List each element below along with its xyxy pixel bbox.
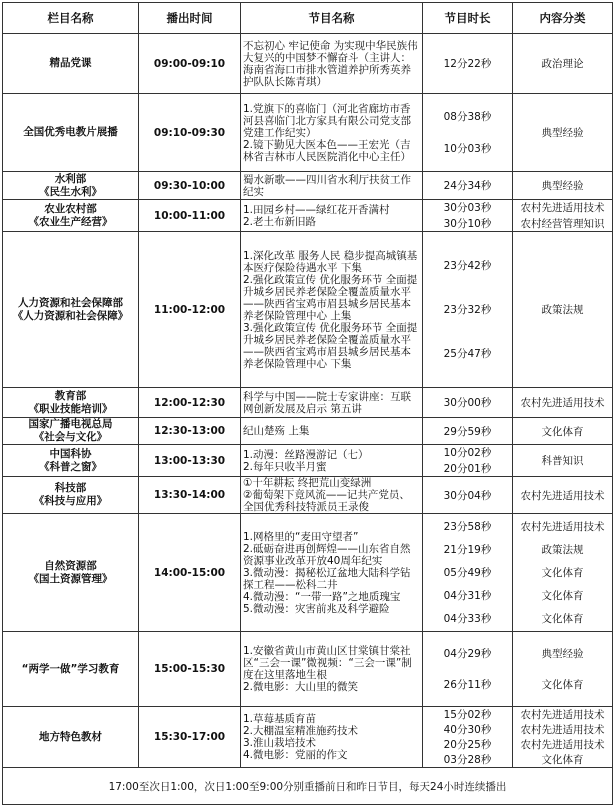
column-name-line: 自然资源部 <box>44 559 97 572</box>
program-name-cell <box>241 34 423 94</box>
program-name-cell <box>241 200 423 232</box>
duration-value: 30分03秒 <box>443 202 492 214</box>
air-time-cell: 14:00-15:00 <box>139 514 241 632</box>
category-cell <box>513 477 613 514</box>
header-air-time: 播出时间 <box>139 3 241 34</box>
program-name-cell <box>241 445 423 477</box>
column-name-cell <box>3 632 139 707</box>
program-name-cell <box>241 94 423 172</box>
column-name-line: 农业农村部 <box>44 202 97 215</box>
category-value: 文化体育 <box>541 425 584 438</box>
air-time-cell: 13:00-13:30 <box>139 445 241 477</box>
table-row <box>3 514 613 632</box>
column-name-line: 水利部 <box>54 172 87 185</box>
duration-value: 23分42秒 <box>443 260 492 272</box>
duration-value: 04分31秒 <box>443 590 492 602</box>
program-title: 不忘初心 牢记使命 为实现中华民族伟大复兴的中国梦不懈奋斗（主讲人：海南省海口市排水管道养护所秀英养护队队长陈青琪） <box>243 39 418 88</box>
column-name-cell <box>3 388 139 418</box>
duration-value: 23分58秒 <box>443 521 492 533</box>
duration-cell <box>423 707 513 768</box>
air-time-cell: 11:00-12:00 <box>139 232 241 388</box>
category-cell <box>513 200 613 232</box>
category-value: 科普知识 <box>541 455 584 467</box>
category-cell <box>513 707 613 768</box>
table-row <box>3 632 613 707</box>
category-cell <box>513 94 613 172</box>
category-value: 农村先进适用技术 <box>520 489 605 502</box>
category-value: 文化体育 <box>541 679 584 691</box>
program-name-cell <box>241 514 423 632</box>
category-value: 农村先进适用技术 <box>520 521 605 533</box>
program-title: 1.党旗下的喜临门（河北省廊坊市香河县喜临门北方家具有限公司党支部党建工作纪实） <box>243 102 411 139</box>
category-value: 文化体育 <box>541 567 584 579</box>
air-time-cell: 09:10-09:30 <box>139 94 241 172</box>
duration-value: 30分00秒 <box>443 397 492 409</box>
duration-value: 26分11秒 <box>443 679 492 691</box>
duration-value: 21分19秒 <box>443 544 492 556</box>
air-time-cell: 12:00-12:30 <box>139 388 241 418</box>
program-name-cell <box>241 477 423 514</box>
category-value: 政治理论 <box>541 58 584 70</box>
table-row <box>3 477 613 514</box>
duration-value: 24分34秒 <box>443 180 492 192</box>
duration-cell <box>423 477 513 514</box>
duration-cell <box>423 388 513 418</box>
table-row <box>3 172 613 200</box>
air-time-cell: 09:30-10:00 <box>139 172 241 200</box>
column-name-cell <box>3 707 139 768</box>
program-title: 2.大棚温室精准施药技术 <box>243 725 359 737</box>
program-title: 科学与中国——院士专家讲座：互联网创新发展及启示 第五讲 <box>243 390 411 415</box>
program-title: 1.草莓基质育苗 <box>243 713 317 725</box>
air-time-cell: 09:00-09:10 <box>139 34 241 94</box>
category-value: 农村先进适用技术 <box>520 739 605 751</box>
column-name-line: 科技部 <box>54 482 87 494</box>
table-row <box>3 445 613 477</box>
column-name-line: 《科技与应用》 <box>33 495 108 507</box>
program-name-cell <box>241 232 423 388</box>
duration-cell <box>423 94 513 172</box>
program-title: 3.淮山栽培技术 <box>243 737 317 749</box>
program-title: 3.微动漫：揭秘松辽盆地大陆科学钻探工程——松科二井 <box>243 566 411 591</box>
header-column-name: 栏目名称 <box>3 3 139 34</box>
column-name-cell <box>3 172 139 200</box>
table-row <box>3 418 613 445</box>
category-cell <box>513 172 613 200</box>
program-name-cell <box>241 418 423 445</box>
category-value: 典型经验 <box>541 127 584 139</box>
category-value: 典型经验 <box>541 648 584 660</box>
duration-cell <box>423 200 513 232</box>
program-title: ②葡萄架下竟风流——记共产党员、全国优秀科技特派员王录俊 <box>243 489 410 513</box>
table-row <box>3 200 613 232</box>
header-row <box>3 3 613 34</box>
program-name-cell <box>241 388 423 418</box>
duration-value: 20分01秒 <box>443 463 492 475</box>
duration-cell <box>423 172 513 200</box>
air-time-cell: 15:00-15:30 <box>139 632 241 707</box>
duration-value: 25分47秒 <box>443 348 492 360</box>
column-name-line: 人力资源和社会保障部 <box>18 296 123 309</box>
column-name-line: 《社会与文化》 <box>33 431 108 443</box>
category-cell <box>513 388 613 418</box>
duration-value: 20分25秒 <box>443 739 492 751</box>
table-row <box>3 94 613 172</box>
program-name-cell <box>241 632 423 707</box>
duration-value: 29分59秒 <box>443 425 492 438</box>
duration-value: 10分03秒 <box>443 143 492 155</box>
duration-cell <box>423 232 513 388</box>
header-program-name: 节目名称 <box>241 3 423 34</box>
column-name-cell <box>3 232 139 388</box>
column-name-line: 《民生水利》 <box>39 185 102 198</box>
column-name-line: 《农业生产经营》 <box>28 215 113 228</box>
footer-row <box>3 768 613 805</box>
category-value: 农村先进适用技术 <box>520 397 605 409</box>
table-row <box>3 388 613 418</box>
program-title: 2.微电影：大山里的微笑 <box>243 681 359 693</box>
program-schedule-table <box>2 2 613 805</box>
schedule-footer-note: 17:00至次日1:00，次日1:00至9:00分别重播前日和昨日节目，每天24小时连续播出 <box>3 768 613 805</box>
column-name-line: 国家广播电视总局 <box>28 418 113 430</box>
category-value: 文化体育 <box>541 590 584 602</box>
category-value: 农村经营管理知识 <box>520 218 605 230</box>
column-name-line: 《职业技能培训》 <box>28 402 113 415</box>
program-title: 1.网格里的“麦田守望者” <box>243 530 359 543</box>
category-cell <box>513 34 613 94</box>
program-title: 2.强化政策宣传 优化服务环节 全面提升城乡居民养老保险全覆盖质量水平——陕西省宝鸡市眉县城乡居民基本养老保险管理中心 上集 <box>243 273 418 322</box>
column-name-cell <box>3 34 139 94</box>
air-time-cell: 13:30-14:00 <box>139 477 241 514</box>
program-title: 1.安徽省黄山市黄山区甘棠镇甘棠社区“三会一课”微视频：“三会一课”制度在这里落地生根 <box>243 645 412 681</box>
program-title: 2.砥砺奋进再创辉煌——山东省自然资源事业改革开放40周年纪实 <box>243 542 411 567</box>
column-name-line: 教育部 <box>54 389 87 402</box>
air-time-cell: 10:00-11:00 <box>139 200 241 232</box>
column-name-line: “两学一做”学习教育 <box>21 662 120 675</box>
column-name-line: 《人力资源和社会保障》 <box>12 309 129 322</box>
duration-cell <box>423 445 513 477</box>
category-value: 典型经验 <box>541 180 584 192</box>
duration-value: 08分38秒 <box>443 111 492 123</box>
header-duration: 节目时长 <box>423 3 513 34</box>
duration-value: 23分32秒 <box>443 304 492 316</box>
column-name-line: 地方特色教材 <box>39 730 102 743</box>
category-value: 文化体育 <box>541 613 584 625</box>
duration-cell <box>423 514 513 632</box>
column-name-line: 中国科协 <box>49 447 92 460</box>
column-name-line: 精品党课 <box>49 57 92 69</box>
program-title: 1.深化改革 服务人民 稳步提高城镇基本医疗保险待遇水平 下集 <box>243 249 418 274</box>
column-name-cell <box>3 514 139 632</box>
program-name-cell <box>241 172 423 200</box>
duration-value: 03分28秒 <box>443 754 492 766</box>
air-time-cell: 15:30-17:00 <box>139 707 241 768</box>
program-title: 蜀水新歌——四川省水利厅扶贫工作纪实 <box>243 173 411 198</box>
duration-value: 04分29秒 <box>443 648 492 660</box>
program-title: 1.田园乡村——绿红花开香满村 <box>243 203 390 216</box>
program-title: 2.每年只收半月蜜 <box>243 460 327 473</box>
program-name-cell <box>241 707 423 768</box>
header-category: 内容分类 <box>513 3 613 34</box>
category-cell <box>513 632 613 707</box>
duration-value: 12分22秒 <box>443 58 492 70</box>
duration-value: 10分02秒 <box>443 447 492 459</box>
table-row <box>3 34 613 94</box>
program-title: ①十年耕耘 终把荒山变绿洲 <box>243 477 372 489</box>
category-value: 农村先进适用技术 <box>520 709 605 721</box>
air-time-cell: 12:30-13:00 <box>139 418 241 445</box>
category-value: 农村先进适用技术 <box>520 724 605 736</box>
category-value: 文化体育 <box>541 754 584 766</box>
category-cell <box>513 232 613 388</box>
category-cell <box>513 418 613 445</box>
column-name-cell <box>3 477 139 514</box>
column-name-line: 《科普之窗》 <box>39 460 102 473</box>
category-value: 政策法规 <box>541 304 584 316</box>
program-title: 4.微动漫：“一带一路”之地质瑰宝 <box>243 590 401 603</box>
duration-cell <box>423 418 513 445</box>
table-row <box>3 232 613 388</box>
program-title: 1.动漫：丝路漫游记（七） <box>243 448 369 461</box>
column-name-line: 《国土资源管理》 <box>28 572 113 585</box>
program-title: 5.微动漫：灾害前兆及科学避险 <box>243 602 390 615</box>
column-name-cell <box>3 445 139 477</box>
category-cell <box>513 514 613 632</box>
duration-value: 04分33秒 <box>443 613 492 625</box>
program-title: 2.镜下勤见大医本色——王宏光（吉林省吉林市人民医院消化中心主任） <box>243 138 411 163</box>
duration-value: 05分49秒 <box>443 567 492 579</box>
duration-cell <box>423 34 513 94</box>
program-title: 3.强化政策宣传 优化服务环节 全面提升城乡居民养老保险全覆盖质量水平——陕西省宝鸡市眉县城乡居民基本养老保险管理中心 下集 <box>243 321 418 370</box>
duration-value: 30分10秒 <box>443 218 492 230</box>
duration-value: 40分30秒 <box>443 724 492 736</box>
column-name-cell <box>3 200 139 232</box>
category-value: 政策法规 <box>541 544 584 556</box>
duration-value: 30分04秒 <box>443 489 492 502</box>
duration-cell <box>423 632 513 707</box>
program-title: 纪山楚殇 上集 <box>243 425 310 437</box>
column-name-line: 全国优秀电教片展播 <box>23 126 118 138</box>
category-value: 农村先进适用技术 <box>520 202 605 214</box>
column-name-cell <box>3 94 139 172</box>
duration-value: 15分02秒 <box>443 709 492 721</box>
table-row <box>3 707 613 768</box>
category-cell <box>513 445 613 477</box>
program-title: 4.微电影：党丽的作文 <box>243 749 348 761</box>
column-name-cell <box>3 418 139 445</box>
program-title: 2.老土布新旧路 <box>243 215 317 228</box>
